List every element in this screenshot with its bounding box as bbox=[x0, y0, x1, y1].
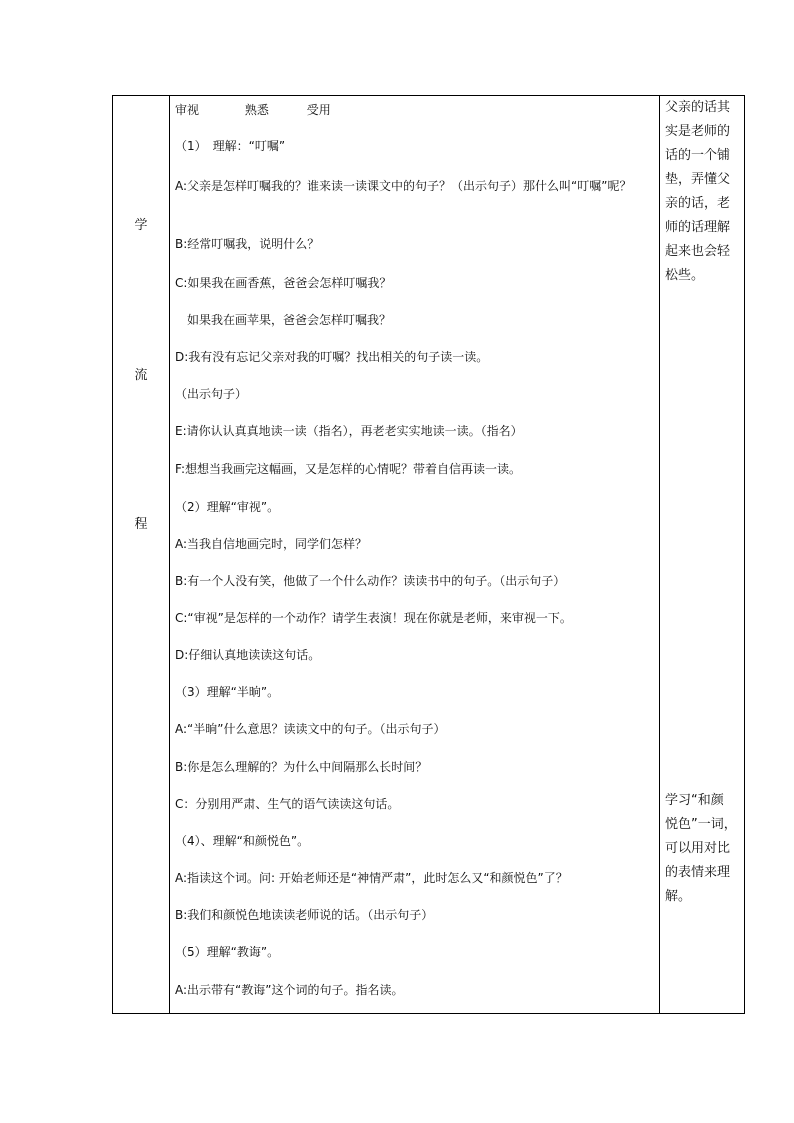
note-line: 师的话理解 bbox=[665, 220, 731, 235]
content-line: C：分别用严肃、生气的语气读读这句话。 bbox=[175, 797, 400, 811]
note-line: 悦色”一词， bbox=[665, 817, 737, 832]
note-line: 垫，弄懂父 bbox=[665, 172, 731, 187]
note-line: 可以用对比 bbox=[665, 841, 731, 856]
content-line: B:你是怎么理解的？为什么中间隔那么长时间？ bbox=[175, 760, 428, 774]
content-line: D:我有没有忘记父亲对我的叮嘱？找出相关的句子读一读。 bbox=[175, 350, 489, 364]
content-line: B:经常叮嘱我，说明什么？ bbox=[175, 237, 320, 251]
content-line: （1） 理解：“叮嘱” bbox=[175, 139, 286, 153]
note-line: 起来也会轻 bbox=[665, 244, 731, 259]
content-line: C:“审视”是怎样的一个动作？请学生表演！现在你就是老师，来审视一下。 bbox=[175, 611, 572, 625]
lesson-table bbox=[112, 95, 745, 1014]
content-line: F:想想当我画完这幅画，又是怎样的心情呢？带着自信再读一读。 bbox=[175, 462, 522, 476]
content-line: E:请你认认真真地读一读（指名），再老老实实地读一读。（指名） bbox=[175, 424, 523, 438]
note-line: 亲的话，老 bbox=[665, 196, 731, 211]
content-line: C:如果我在画香蕉，爸爸会怎样叮嘱我？ bbox=[175, 276, 392, 290]
note-line: 话的一个铺 bbox=[665, 148, 731, 163]
side-label-char: 学 bbox=[134, 218, 148, 233]
content-line: A:当我自信地画完时，同学们怎样？ bbox=[175, 537, 368, 551]
side-label-char: 流 bbox=[134, 368, 148, 383]
content-line: （4）、理解“和颜悦色”。 bbox=[175, 834, 310, 848]
column-divider bbox=[659, 96, 660, 1013]
content-line: A:出示带有“教诲”这个词的句子。指名读。 bbox=[175, 983, 404, 997]
content-line: 如果我在画苹果，爸爸会怎样叮嘱我？ bbox=[175, 313, 392, 327]
column-divider bbox=[169, 96, 170, 1013]
header-term: 受用 bbox=[306, 103, 331, 117]
content-line: A:父亲是怎样叮嘱我的？谁来读一读课文中的句子？（出示句子）那什么叫“叮嘱”呢？ bbox=[175, 179, 632, 193]
content-line: D:仔细认真地读读这句话。 bbox=[175, 648, 321, 662]
header-row bbox=[175, 99, 331, 122]
note-line: 学习“和颜 bbox=[665, 793, 724, 808]
note-line: 的表情来理 bbox=[665, 865, 731, 880]
content-line: A:“半晌”什么意思？读读文中的句子。（出示句子） bbox=[175, 722, 446, 736]
teaching-note bbox=[665, 96, 743, 288]
content-line: A:指读这个词。问: 开始老师还是“神情严肃”，此时怎么又“和颜悦色”了？ bbox=[175, 871, 568, 885]
header-term: 熟悉 bbox=[244, 103, 269, 117]
teaching-note bbox=[665, 789, 743, 909]
note-line: 解。 bbox=[665, 889, 692, 904]
content-line: （3）理解“半晌”。 bbox=[175, 685, 280, 699]
content-line: （2）理解“审视”。 bbox=[175, 500, 280, 514]
header-term: 审视 bbox=[175, 103, 200, 117]
content-line: B:我们和颜悦色地读读老师说的话。（出示句子） bbox=[175, 908, 434, 922]
content-line: （出示句子） bbox=[175, 387, 248, 401]
note-line: 实是老师的 bbox=[665, 124, 731, 139]
note-line: 松些。 bbox=[665, 268, 705, 283]
note-line: 父亲的话其 bbox=[665, 100, 731, 115]
side-label-char: 程 bbox=[134, 517, 148, 532]
content-line: B:有一个人没有笑，他做了一个什么动作？读读书中的句子。（出示句子） bbox=[175, 574, 566, 588]
content-line: （5）理解“教诲”。 bbox=[175, 945, 280, 959]
